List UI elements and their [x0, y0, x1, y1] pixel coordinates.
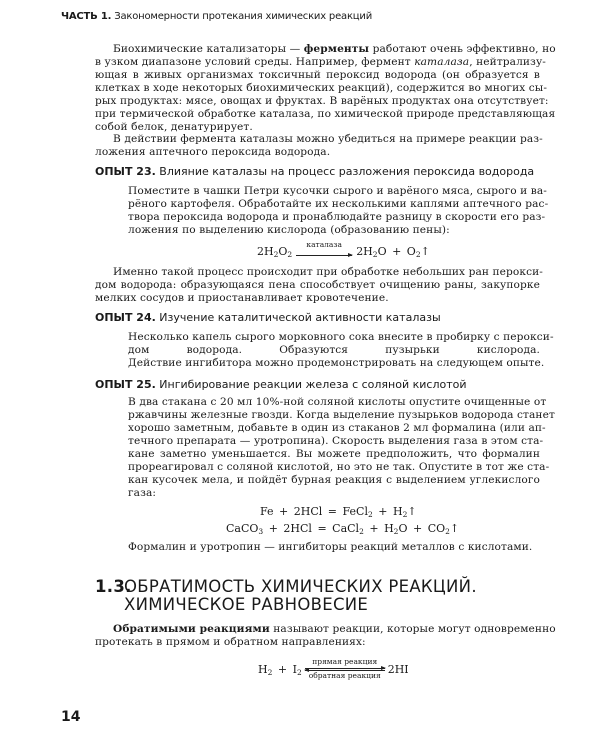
section-heading — [95, 578, 477, 614]
text-run: клетках в ходе некоторых биохимических реакций), содержится во многих сы- — [95, 82, 548, 94]
experiment-25-text — [128, 396, 555, 500]
subscript: 2 — [415, 250, 421, 259]
text-run: O — [278, 245, 288, 258]
page-number: 14 — [61, 709, 81, 725]
text-run: мелких сосудов и приостанавливает кровотечение. — [95, 292, 389, 304]
equation-hydrogen-iodine — [258, 659, 409, 681]
text-run: 2HI — [387, 663, 409, 676]
subscript: 2 — [359, 527, 364, 536]
text-run: O + CO — [398, 522, 446, 535]
forward-arrow — [305, 668, 385, 669]
subscript: 2 — [287, 250, 293, 259]
text-run: + 2HCl = CaCl — [263, 522, 360, 535]
text-run: рёного картофеля. Обработайте их несколькими каплями аптечного рас- — [128, 198, 549, 210]
equation-iron-hcl — [260, 505, 417, 519]
text-run: , нейтрализу- — [469, 56, 546, 68]
paragraph-inhibitors — [128, 541, 540, 554]
text-run: ющая в живых организмах токсичный пероксид водорода (он образуется в — [95, 69, 540, 81]
text-run: хорошо заметным, добавьте в один из стаканов 2 мл формалина (или ап- — [128, 422, 546, 434]
text-run: газа: — [128, 487, 157, 499]
text-run: Биохимические катализаторы — — [113, 43, 304, 55]
text-run: Несколько капель сырого морковного сока внесите в пробирку с перокси- — [128, 331, 554, 343]
text-line — [128, 487, 540, 500]
arrow-line — [296, 255, 352, 256]
text-run: 2H — [257, 245, 274, 258]
text-line — [128, 198, 549, 211]
catalyst-label: каталаза — [306, 240, 342, 249]
text-run: дом водорода. Образуются пузырьки кислорода. — [128, 344, 540, 356]
text-run: ржавчины железные гвозди. Когда выделение пузырьков водорода станет — [128, 409, 555, 421]
subscript: 2 — [372, 250, 378, 259]
text-run: Поместите в чашки Петри кусочки сырого и варёного мяса, сырого и ва- — [128, 185, 547, 197]
experiment-24-heading — [95, 311, 441, 324]
paragraph-catalase-demo — [95, 133, 543, 159]
subscript: 2 — [367, 510, 373, 519]
text-run: работают очень эффективно, но — [369, 43, 556, 55]
text-run: CaCO — [226, 522, 259, 535]
text-run: ложения по выделению кислорода (образованию пены): — [128, 224, 450, 236]
experiment-number: ОПЫТ 25. — [95, 378, 156, 391]
running-header — [61, 11, 372, 22]
experiment-23-text — [128, 185, 549, 237]
experiment-number: ОПЫТ 23. — [95, 165, 156, 178]
forward-label: прямая реакция — [312, 657, 378, 666]
bold-term: ферменты — [303, 43, 370, 55]
text-line — [128, 396, 547, 409]
bold-term: Обратимыми реакциями — [113, 623, 270, 635]
text-run: называют реакции, которые могут одновременно — [269, 623, 556, 635]
text-run: прореагировал с соляной кислотой, но это не так. Опустите в тот же ста- — [128, 461, 550, 473]
text-run: O + O — [377, 245, 416, 258]
experiment-title: Влияние каталазы на процесс разложения пероксида водорода — [159, 165, 535, 178]
text-run: Именно такой процесс происходит при обработке небольших ран перокси- — [113, 266, 543, 278]
text-run: течного препарата — уротропина). Скорость выделения газа в этом ста- — [128, 435, 544, 447]
subscript: 2 — [393, 527, 399, 536]
text-line — [128, 331, 554, 344]
text-run: протекать в прямом и обратном направлениях: — [95, 636, 366, 648]
section-number: 1.3. — [95, 577, 132, 596]
text-line — [128, 435, 544, 448]
text-run: Действие ингибитора можно продемонстрировать на следующем опыте. — [128, 357, 545, 369]
text-line — [95, 56, 546, 69]
experiment-number: ОПЫТ 24. — [95, 311, 156, 324]
experiment-24-text — [128, 331, 554, 370]
equation-peroxide-decomposition — [257, 240, 430, 259]
subscript: 2 — [273, 250, 279, 259]
text-line — [128, 344, 540, 357]
text-run: + I — [272, 663, 297, 676]
text-run: 2H — [356, 245, 373, 258]
text-line — [95, 108, 556, 121]
text-line — [95, 623, 556, 636]
equation-chalk-hcl — [226, 522, 459, 536]
text-run: твора пероксида водорода и пронаблюдайте разницу в скорости его раз- — [128, 211, 546, 223]
text-line — [128, 474, 540, 487]
text-line — [128, 409, 555, 422]
section-title-line2: ХИМИЧЕСКОЕ РАВНОВЕСИЕ — [124, 595, 369, 614]
text-line — [95, 636, 540, 649]
subscript: 2 — [267, 668, 273, 677]
paragraph-wound-treatment — [95, 266, 543, 305]
text-run: В действии фермента каталазы можно убедиться на примере реакции раз- — [113, 133, 543, 145]
part-label: ЧАСТЬ 1. — [61, 11, 112, 22]
text-run: + H — [363, 522, 394, 535]
text-line — [128, 211, 546, 224]
subscript: 2 — [445, 527, 450, 536]
text-line — [95, 146, 540, 159]
equilibrium-arrows — [305, 659, 385, 681]
text-run: ложения аптечного пероксида водорода. — [95, 146, 331, 158]
text-line — [95, 82, 548, 95]
text-line — [95, 43, 556, 56]
text-run: ↑ — [449, 522, 460, 535]
text-run: в узком диапазоне условий среды. Например, фермент — [95, 56, 415, 68]
text-run: Fe + 2HCl = FeCl — [260, 505, 368, 518]
paragraph-reversible-definition — [95, 623, 556, 649]
text-line — [95, 95, 549, 108]
text-run: собой белок, денатурирует. — [95, 121, 253, 133]
text-line — [128, 448, 540, 461]
italic-term: каталаза — [414, 56, 470, 68]
text-line — [128, 357, 545, 370]
text-line — [95, 69, 540, 82]
text-run: В два стакана с 20 мл 10%-ной соляной кислоты опустите очищенные от — [128, 396, 547, 408]
text-line — [95, 292, 540, 305]
paragraph-enzymes — [95, 43, 556, 134]
text-run: + H — [372, 505, 403, 518]
text-run: при термической обработке каталаза, по химической природе представляющая — [95, 108, 556, 120]
text-line — [128, 185, 547, 198]
text-run: ↑ — [420, 245, 430, 258]
text-line — [95, 133, 543, 146]
text-line — [128, 461, 550, 474]
reverse-label: обратная реакция — [308, 671, 381, 680]
text-run: рых продуктах: мясе, овощах и фруктах. В варёных продуктах она отсутствует: — [95, 95, 549, 107]
text-line — [128, 224, 540, 237]
text-line — [128, 541, 540, 554]
text-line — [128, 422, 546, 435]
text-run: ↑ — [407, 505, 417, 518]
text-line — [95, 266, 543, 279]
section-title-line1: ОБРАТИМОСТЬ ХИМИЧЕСКИХ РЕАКЦИЙ. — [124, 577, 477, 596]
reaction-arrow — [296, 240, 352, 258]
experiment-25-heading — [95, 378, 467, 391]
text-run: кане заметно уменьшается. Вы можете предположить, что формалин — [128, 448, 540, 460]
text-run: Формалин и уротропин — ингибиторы реакций металлов с кислотами. — [128, 541, 533, 553]
subscript: 2 — [296, 668, 302, 677]
text-run: дом водорода: образующаяся пена способствует очищению раны, закупорке — [95, 279, 540, 291]
experiment-title: Ингибирование реакции железа с соляной кислотой — [159, 378, 467, 391]
experiment-title: Изучение каталитической активности каталазы — [159, 311, 441, 324]
text-line — [95, 279, 540, 292]
part-title: Закономерности протекания химических реакций — [114, 11, 372, 22]
subscript: 2 — [402, 510, 408, 519]
experiment-23-heading — [95, 165, 534, 178]
subscript: 3 — [258, 527, 264, 536]
text-run: кан кусочек мела, и пойдёт бурная реакция с выделением углекислого — [128, 474, 540, 486]
text-run: H — [258, 663, 268, 676]
